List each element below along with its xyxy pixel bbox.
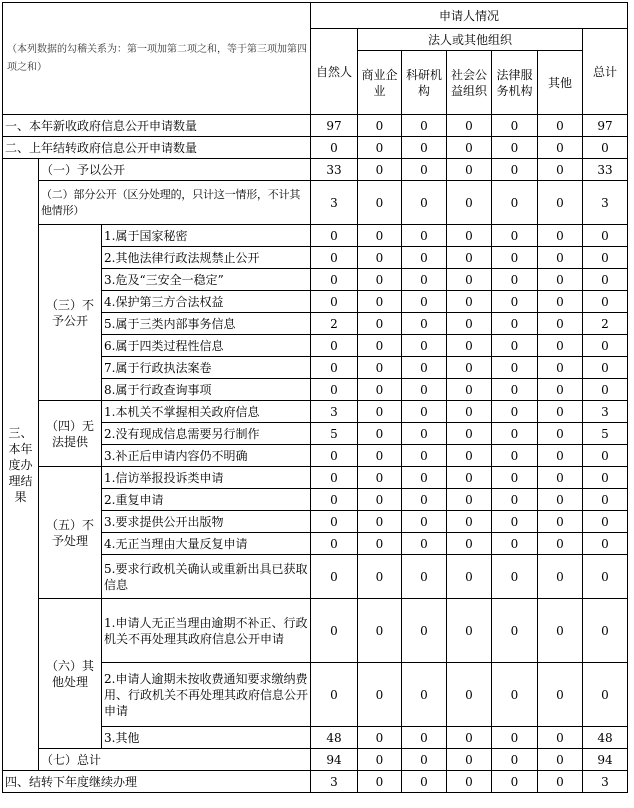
value-g4-1-commercial: 0: [358, 401, 402, 423]
value-g2-commercial: 0: [358, 181, 402, 225]
value-g6-2-public-welfare: 0: [447, 663, 492, 727]
value-g3-4-public-welfare: 0: [447, 291, 492, 313]
value-g1-legal-service: 0: [492, 159, 538, 181]
value-g3-8-public-welfare: 0: [447, 379, 492, 401]
header-legal-service: 法律服务机构: [492, 51, 538, 115]
value-g5-5-public-welfare: 0: [447, 555, 492, 599]
label-g1: （一）予以公开: [39, 159, 311, 181]
value-g5-5-commercial: 0: [358, 555, 402, 599]
value-g2-legal-service: 0: [492, 181, 538, 225]
value-new-other: 0: [538, 115, 583, 137]
row-carried-over: [3, 137, 628, 159]
value-g6-2-commercial: 0: [358, 663, 402, 727]
header-note: （本列数据的勾稽关系为：第一项加第二项之和，等于第三项加第四项之和）: [3, 3, 311, 115]
value-g6-1-other: 0: [538, 599, 583, 663]
label-carried-over: 二、上年结转政府信息公开申请数量: [3, 137, 311, 159]
value-g3-8-other: 0: [538, 379, 583, 401]
value-g3-4-other: 0: [538, 291, 583, 313]
value-g3-2-commercial: 0: [358, 247, 402, 269]
value-g4-2-public-welfare: 0: [447, 423, 492, 445]
value-g6-2-natural: 0: [311, 663, 358, 727]
value-g5-3-total: 0: [583, 511, 628, 533]
value-g5-4-other: 0: [538, 533, 583, 555]
header-research: 科研机构: [402, 51, 447, 115]
item-g3-2: 2.其他法律行政法规禁止公开: [102, 247, 311, 269]
value-g5-3-commercial: 0: [358, 511, 402, 533]
value-g6-1-total: 0: [583, 599, 628, 663]
value-g4-3-public-welfare: 0: [447, 445, 492, 467]
value-g3-1-total: 0: [583, 225, 628, 247]
value-next-natural: 3: [311, 771, 358, 793]
value-next-research: 0: [402, 771, 447, 793]
item-g4-1: 1.本机关不掌握相关政府信息: [102, 401, 311, 423]
value-g3-5-legal-service: 0: [492, 313, 538, 335]
item-g5-4: 4.无正当理由大量反复申请: [102, 533, 311, 555]
value-g3-8-commercial: 0: [358, 379, 402, 401]
value-g5-2-commercial: 0: [358, 489, 402, 511]
value-g2-public-welfare: 0: [447, 181, 492, 225]
value-g5-1-research: 0: [402, 467, 447, 489]
item-g5-5: 5.要求行政机关确认或重新出具已获取信息: [102, 555, 311, 599]
row-g7: [3, 749, 628, 771]
value-g5-3-legal-service: 0: [492, 511, 538, 533]
value-g5-1-natural: 0: [311, 467, 358, 489]
value-g4-1-other: 0: [538, 401, 583, 423]
value-g3-8-legal-service: 0: [492, 379, 538, 401]
value-g6-1-natural: 0: [311, 599, 358, 663]
value-g4-3-other: 0: [538, 445, 583, 467]
value-g5-3-research: 0: [402, 511, 447, 533]
value-carried-total: 0: [583, 137, 628, 159]
header-legal-group: 法人或其他组织: [358, 29, 583, 51]
value-g3-3-public-welfare: 0: [447, 269, 492, 291]
row-g6-1: [3, 599, 628, 663]
value-g3-8-natural: 0: [311, 379, 358, 401]
value-g6-2-total: 0: [583, 663, 628, 727]
value-g4-1-total: 3: [583, 401, 628, 423]
value-g3-7-total: 0: [583, 357, 628, 379]
value-g2-research: 0: [402, 181, 447, 225]
header-applicant: 申请人情况: [311, 3, 628, 29]
value-next-legal-service: 0: [492, 771, 538, 793]
value-g5-5-total: 0: [583, 555, 628, 599]
value-g4-3-research: 0: [402, 445, 447, 467]
value-g7-total: 94: [583, 749, 628, 771]
value-g3-7-public-welfare: 0: [447, 357, 492, 379]
value-g4-1-research: 0: [402, 401, 447, 423]
item-g3-1: 1.属于国家秘密: [102, 225, 311, 247]
value-g3-5-public-welfare: 0: [447, 313, 492, 335]
value-g6-2-other: 0: [538, 663, 583, 727]
value-g2-natural: 3: [311, 181, 358, 225]
item-g4-3: 3.补正后申请内容仍不明确: [102, 445, 311, 467]
header-other: 其他: [538, 51, 583, 115]
value-g4-2-total: 5: [583, 423, 628, 445]
value-g6-2-legal-service: 0: [492, 663, 538, 727]
value-new-public-welfare: 0: [447, 115, 492, 137]
item-g5-2: 2.重复申请: [102, 489, 311, 511]
value-g5-2-other: 0: [538, 489, 583, 511]
value-g4-1-legal-service: 0: [492, 401, 538, 423]
value-g6-3-research: 0: [402, 727, 447, 749]
value-g3-1-other: 0: [538, 225, 583, 247]
value-g3-2-public-welfare: 0: [447, 247, 492, 269]
item-g3-6: 6.属于四类过程性信息: [102, 335, 311, 357]
value-g5-1-total: 0: [583, 467, 628, 489]
value-g4-2-legal-service: 0: [492, 423, 538, 445]
value-carried-public-welfare: 0: [447, 137, 492, 159]
value-g5-5-natural: 0: [311, 555, 358, 599]
value-next-public-welfare: 0: [447, 771, 492, 793]
row-g4-1: [3, 401, 628, 423]
item-g4-2: 2.没有现成信息需要另行制作: [102, 423, 311, 445]
value-g5-1-legal-service: 0: [492, 467, 538, 489]
value-g1-research: 0: [402, 159, 447, 181]
value-g6-2-research: 0: [402, 663, 447, 727]
value-new-total: 97: [583, 115, 628, 137]
value-g3-4-research: 0: [402, 291, 447, 313]
value-g3-5-research: 0: [402, 313, 447, 335]
item-g3-8: 8.属于行政查询事项: [102, 379, 311, 401]
value-g3-4-legal-service: 0: [492, 291, 538, 313]
value-g2-total: 3: [583, 181, 628, 225]
header-natural-person: 自然人: [311, 29, 358, 115]
value-carried-natural: 0: [311, 137, 358, 159]
value-new-natural: 97: [311, 115, 358, 137]
value-g4-1-public-welfare: 0: [447, 401, 492, 423]
value-new-commercial: 0: [358, 115, 402, 137]
disclosure-stats-table: [2, 2, 628, 793]
value-g5-4-legal-service: 0: [492, 533, 538, 555]
value-g5-2-total: 0: [583, 489, 628, 511]
value-carried-commercial: 0: [358, 137, 402, 159]
value-carried-research: 0: [402, 137, 447, 159]
value-g3-1-natural: 0: [311, 225, 358, 247]
value-g3-8-total: 0: [583, 379, 628, 401]
value-g7-commercial: 0: [358, 749, 402, 771]
value-g3-5-natural: 2: [311, 313, 358, 335]
value-g3-4-total: 0: [583, 291, 628, 313]
value-g3-7-natural: 0: [311, 357, 358, 379]
item-g5-3: 3.要求提供公开出版物: [102, 511, 311, 533]
value-g3-6-natural: 0: [311, 335, 358, 357]
header-total: 总计: [583, 29, 628, 115]
value-g5-1-public-welfare: 0: [447, 467, 492, 489]
value-g3-3-other: 0: [538, 269, 583, 291]
value-g5-3-public-welfare: 0: [447, 511, 492, 533]
value-g5-2-public-welfare: 0: [447, 489, 492, 511]
value-g3-1-research: 0: [402, 225, 447, 247]
value-g3-6-other: 0: [538, 335, 583, 357]
value-g6-3-commercial: 0: [358, 727, 402, 749]
label-next-year: 四、结转下年度继续办理: [3, 771, 311, 793]
label-g4: （四）无法提供: [39, 401, 102, 467]
value-g5-4-total: 0: [583, 533, 628, 555]
report-container: [2, 2, 628, 793]
value-g6-3-natural: 48: [311, 727, 358, 749]
value-g3-6-legal-service: 0: [492, 335, 538, 357]
value-g4-2-other: 0: [538, 423, 583, 445]
row-new-applications: [3, 115, 628, 137]
value-g3-6-public-welfare: 0: [447, 335, 492, 357]
section-processing-results: 三、本年度办理结果: [3, 159, 39, 771]
value-g5-5-research: 0: [402, 555, 447, 599]
value-g4-2-commercial: 0: [358, 423, 402, 445]
value-g4-3-legal-service: 0: [492, 445, 538, 467]
value-new-research: 0: [402, 115, 447, 137]
value-g3-1-legal-service: 0: [492, 225, 538, 247]
value-new-legal-service: 0: [492, 115, 538, 137]
value-g3-5-commercial: 0: [358, 313, 402, 335]
value-g5-2-research: 0: [402, 489, 447, 511]
label-g3: （三）不予公开: [39, 225, 102, 401]
value-g1-commercial: 0: [358, 159, 402, 181]
value-g3-3-research: 0: [402, 269, 447, 291]
value-g4-3-commercial: 0: [358, 445, 402, 467]
item-g6-2: 2.申请人逾期未按收费通知要求缴纳费用、行政机关不再处理其政府信息公开申请: [102, 663, 311, 727]
value-g3-7-other: 0: [538, 357, 583, 379]
value-g7-legal-service: 0: [492, 749, 538, 771]
row-next-year: [3, 771, 628, 793]
value-g1-natural: 33: [311, 159, 358, 181]
value-g7-research: 0: [402, 749, 447, 771]
header-commercial: 商业企业: [358, 51, 402, 115]
value-g5-1-other: 0: [538, 467, 583, 489]
value-g3-3-commercial: 0: [358, 269, 402, 291]
value-g3-5-other: 0: [538, 313, 583, 335]
value-g5-4-natural: 0: [311, 533, 358, 555]
value-g5-5-legal-service: 0: [492, 555, 538, 599]
header-public-welfare: 社会公益组织: [447, 51, 492, 115]
item-g3-3: 3.危及“三安全一稳定”: [102, 269, 311, 291]
value-carried-legal-service: 0: [492, 137, 538, 159]
value-g3-1-commercial: 0: [358, 225, 402, 247]
value-next-other: 0: [538, 771, 583, 793]
value-next-total: 3: [583, 771, 628, 793]
value-g5-4-public-welfare: 0: [447, 533, 492, 555]
item-g3-4: 4.保护第三方合法权益: [102, 291, 311, 313]
value-g3-1-public-welfare: 0: [447, 225, 492, 247]
item-g3-5: 5.属于三类内部事务信息: [102, 313, 311, 335]
label-g7: （七）总计: [39, 749, 311, 771]
value-g5-4-commercial: 0: [358, 533, 402, 555]
value-g3-6-research: 0: [402, 335, 447, 357]
value-g2-other: 0: [538, 181, 583, 225]
value-g3-3-total: 0: [583, 269, 628, 291]
value-g1-other: 0: [538, 159, 583, 181]
value-g6-1-commercial: 0: [358, 599, 402, 663]
label-g5: （五）不予处理: [39, 467, 102, 599]
value-g5-5-other: 0: [538, 555, 583, 599]
value-g3-6-total: 0: [583, 335, 628, 357]
label-g6: （六）其他处理: [39, 599, 102, 749]
value-g3-7-research: 0: [402, 357, 447, 379]
value-g4-3-natural: 0: [311, 445, 358, 467]
row-g5-1: [3, 467, 628, 489]
value-g4-2-research: 0: [402, 423, 447, 445]
value-g4-3-total: 0: [583, 445, 628, 467]
value-g6-1-legal-service: 0: [492, 599, 538, 663]
label-g2: （二）部分公开（区分处理的，只计这一情形，不计其他情形）: [39, 181, 311, 225]
value-g3-2-natural: 0: [311, 247, 358, 269]
value-g3-6-commercial: 0: [358, 335, 402, 357]
value-g4-2-natural: 5: [311, 423, 358, 445]
value-next-commercial: 0: [358, 771, 402, 793]
row-g1: [3, 159, 628, 181]
value-g3-7-commercial: 0: [358, 357, 402, 379]
value-g5-3-natural: 0: [311, 511, 358, 533]
row-g3-1: [3, 225, 628, 247]
value-g6-3-other: 0: [538, 727, 583, 749]
value-g6-3-legal-service: 0: [492, 727, 538, 749]
item-g3-7: 7.属于行政执法案卷: [102, 357, 311, 379]
value-g5-2-legal-service: 0: [492, 489, 538, 511]
value-g1-total: 33: [583, 159, 628, 181]
value-g6-3-total: 48: [583, 727, 628, 749]
value-g3-4-natural: 0: [311, 291, 358, 313]
value-g5-1-commercial: 0: [358, 467, 402, 489]
value-g5-2-natural: 0: [311, 489, 358, 511]
value-g3-2-research: 0: [402, 247, 447, 269]
value-g7-natural: 94: [311, 749, 358, 771]
value-g7-other: 0: [538, 749, 583, 771]
value-g3-3-natural: 0: [311, 269, 358, 291]
value-g5-3-other: 0: [538, 511, 583, 533]
item-g6-1: 1.申请人无正当理由逾期不补正、行政机关不再处理其政府信息公开申请: [102, 599, 311, 663]
value-g3-5-total: 2: [583, 313, 628, 335]
value-g3-7-legal-service: 0: [492, 357, 538, 379]
row-g2: [3, 181, 628, 225]
value-g3-4-commercial: 0: [358, 291, 402, 313]
value-g3-2-legal-service: 0: [492, 247, 538, 269]
value-g3-2-total: 0: [583, 247, 628, 269]
value-carried-other: 0: [538, 137, 583, 159]
value-g6-1-public-welfare: 0: [447, 599, 492, 663]
item-g6-3: 3.其他: [102, 727, 311, 749]
value-g6-3-public-welfare: 0: [447, 727, 492, 749]
value-g3-3-legal-service: 0: [492, 269, 538, 291]
value-g4-1-natural: 3: [311, 401, 358, 423]
label-new-applications: 一、本年新收政府信息公开申请数量: [3, 115, 311, 137]
value-g5-4-research: 0: [402, 533, 447, 555]
item-g5-1: 1.信访举报投诉类申请: [102, 467, 311, 489]
value-g3-2-other: 0: [538, 247, 583, 269]
value-g3-8-research: 0: [402, 379, 447, 401]
value-g6-1-research: 0: [402, 599, 447, 663]
value-g1-public-welfare: 0: [447, 159, 492, 181]
value-g7-public-welfare: 0: [447, 749, 492, 771]
